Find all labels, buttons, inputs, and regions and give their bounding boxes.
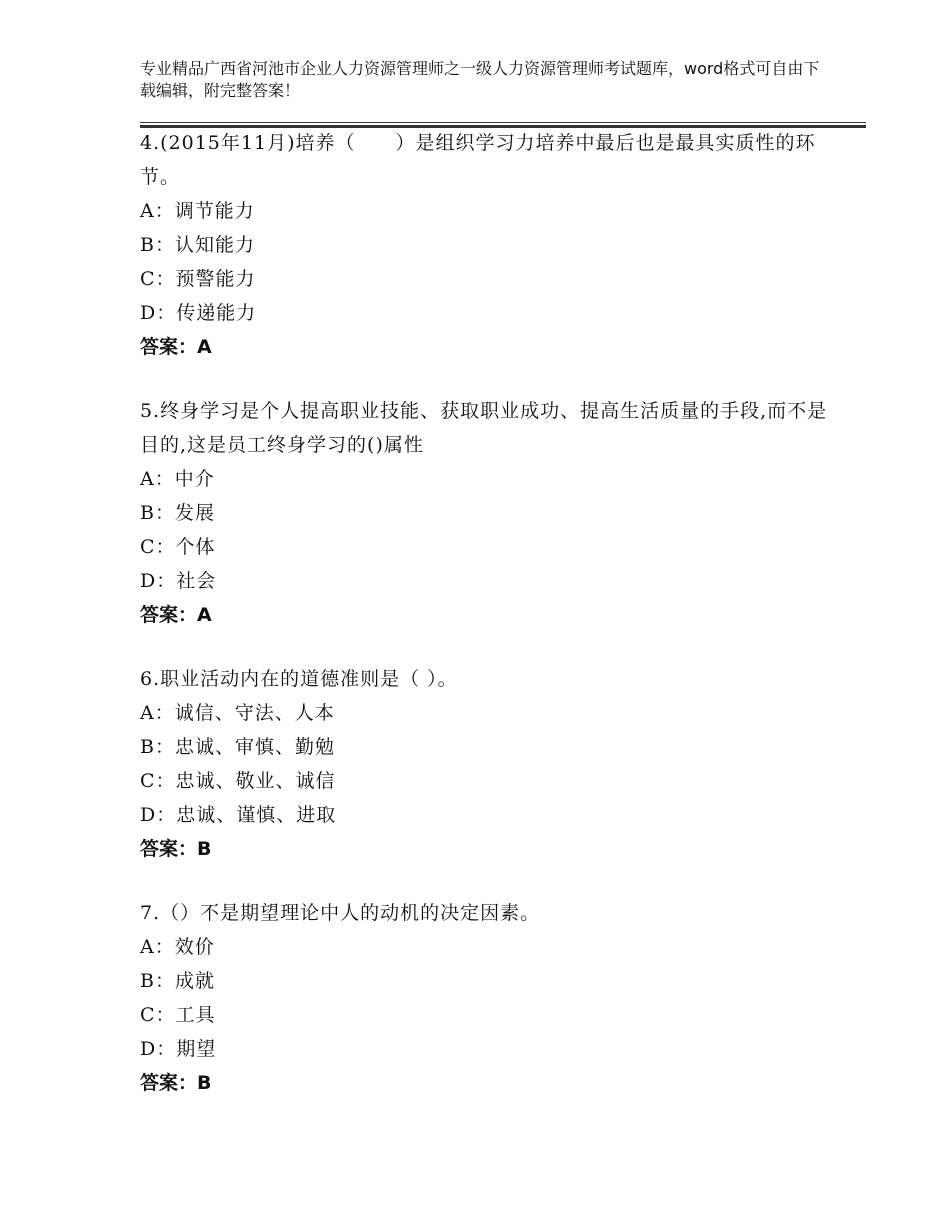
option-b: B：忠诚、审慎、勤勉 (140, 736, 335, 758)
question-6 (140, 662, 830, 866)
answer: 答案：A (140, 336, 212, 358)
question-4 (140, 126, 830, 364)
question-7 (140, 896, 830, 1100)
option-c: C：工具 (140, 1004, 216, 1026)
question-list (140, 126, 830, 1130)
answer: 答案：B (140, 838, 212, 860)
option-c: C：忠诚、敬业、诚信 (140, 770, 336, 792)
question-text: 5.终身学习是个人提高职业技能、获取职业成功、提高生活质量的手段,而不是目的,这是员工终身学习的()属性 (140, 400, 828, 456)
document-header: 专业精品广西省河池市企业人力资源管理师之一级人力资源管理师考试题库，word格式可自由下载编辑，附完整答案！ (140, 59, 820, 100)
question-text: 7.（）不是期望理论中人的动机的决定因素。 (140, 902, 541, 924)
answer: 答案：A (140, 604, 212, 626)
option-d: D：社会 (140, 570, 217, 592)
option-a: A：调节能力 (140, 200, 255, 222)
option-c: C：个体 (140, 536, 216, 558)
option-d: D：期望 (140, 1038, 217, 1060)
question-text: 4.(2015年11月)培养（ ）是组织学习力培养中最后也是最具实质性的环节。 (140, 132, 816, 188)
question-text: 6.职业活动内在的道德准则是（ ）。 (140, 668, 458, 690)
option-c: C：预警能力 (140, 268, 256, 290)
option-d: D：忠诚、谨慎、进取 (140, 804, 337, 826)
option-a: A：中介 (140, 468, 215, 490)
question-5 (140, 394, 830, 632)
option-b: B：发展 (140, 502, 215, 524)
header-rule-thin (140, 122, 866, 123)
option-b: B：认知能力 (140, 234, 255, 256)
option-a: A：诚信、守法、人本 (140, 702, 335, 724)
option-a: A：效价 (140, 936, 215, 958)
option-d: D：传递能力 (140, 302, 257, 324)
answer: 答案：B (140, 1072, 212, 1094)
option-b: B：成就 (140, 970, 215, 992)
